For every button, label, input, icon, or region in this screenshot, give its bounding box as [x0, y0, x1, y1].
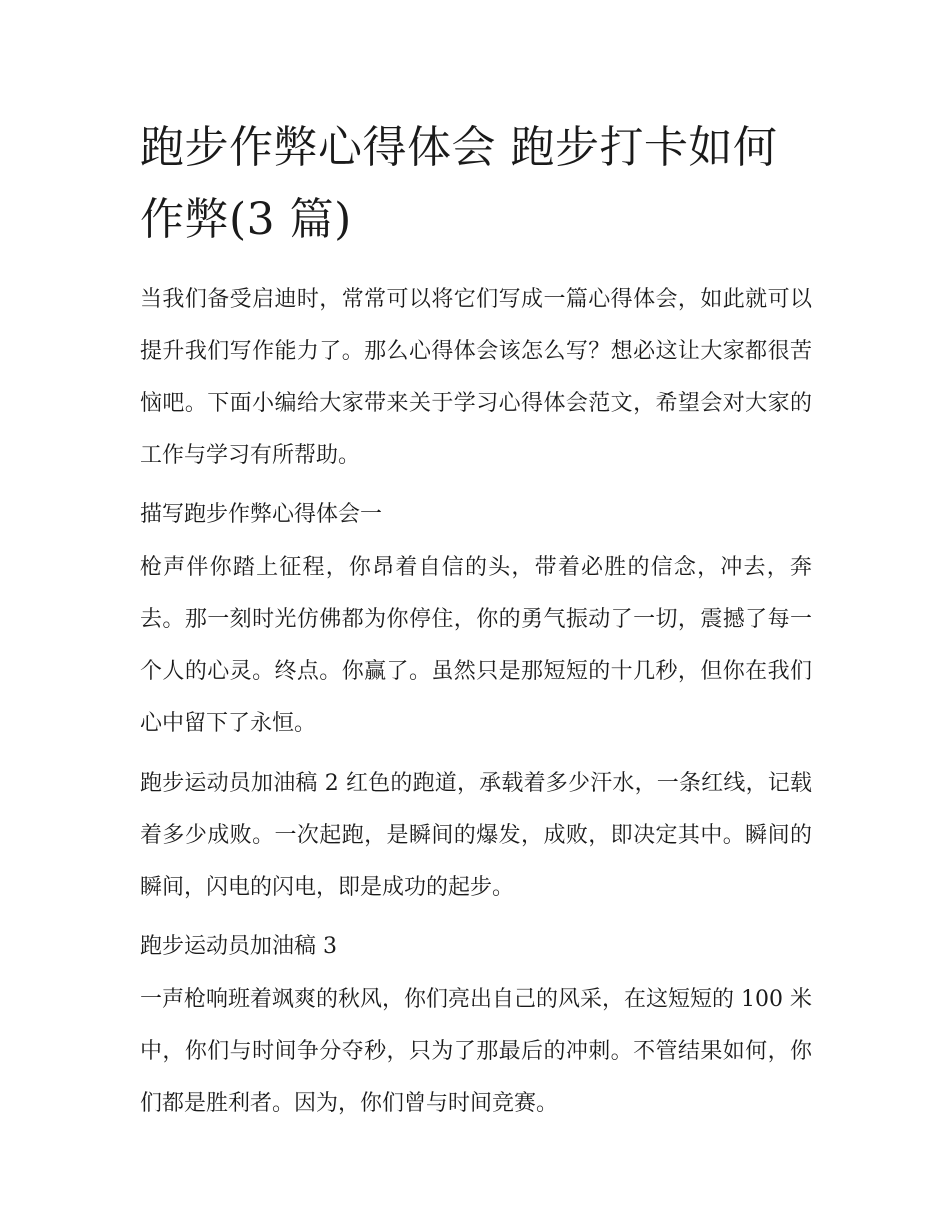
- section-paragraph-3: 一声枪响班着飒爽的秋风，你们亮出自己的风采，在这短短的 100 米中，你们与时间争分夺秒，只为了那最后的冲刺。不管结果如何，你们都是胜利者。因为，你们曾与时间竞赛。: [140, 987, 812, 1116]
- section-paragraph-2: 跑步运动员加油稿 2 红色的跑道，承载着多少汗水，一条红线，记载着多少成败。一次起跑，是瞬间的爆发，成败，即决定其中。瞬间的瞬间，闪电的闪电，即是成功的起步。: [140, 771, 812, 900]
- intro-paragraph: 当我们备受启迪时，常常可以将它们写成一篇心得体会，如此就可以提升我们写作能力了。那么心得体会该怎么写？想必这让大家都很苦恼吧。下面小编给大家带来关于学习心得体会范文，希望会对大家的工作与学习有所帮助。: [140, 287, 812, 468]
- section-paragraph-1: 枪声伴你踏上征程，你昂着自信的头，带着必胜的信念，冲去，奔去。那一刻时光仿佛都为你停住，你的勇气振动了一切，震撼了每一个人的心灵。终点。你赢了。虽然只是那短短的十几秒，但你在我们心中留下了永恒。: [140, 555, 812, 736]
- document-content: [140, 112, 812, 1138]
- section-heading-1: 描写跑步作弊心得体会一: [140, 502, 383, 527]
- section-heading-3: 跑步运动员加油稿 3: [140, 934, 337, 959]
- document-title: 跑步作弊心得体会 跑步打卡如何作弊(3 篇): [140, 122, 778, 245]
